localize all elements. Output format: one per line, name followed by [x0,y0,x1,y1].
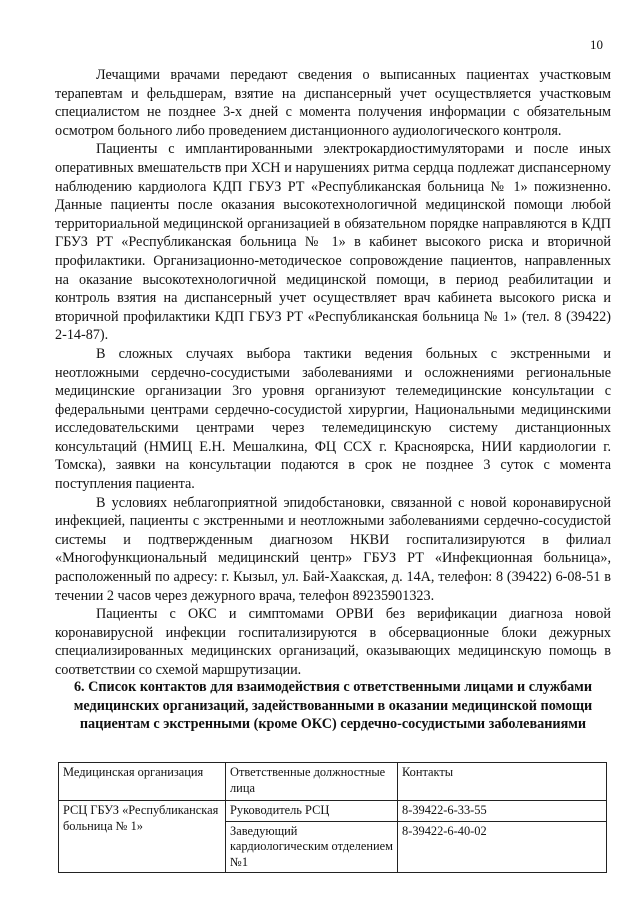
section-heading: 6. Список контактов для взаимодействия с ответственными лицами и службами медицинских организаций, задействованными в оказании медицинской помощи пациентам с экстренными (кроме ОКС) сердечно-сосудистыми заболеваниями [73,679,593,733]
contacts-table [58,762,607,873]
page-number: 10 [590,37,603,52]
body-text [55,66,611,680]
table-row [59,801,607,822]
paragraph-pacemaker-patients: Пациенты с имплантированными электрокардиостимуляторами и после иных оперативных вмешательств при ХСН и нарушениях ритма сердца подлежат диспансерному наблюдению кардиолога КДП ГБУЗ РТ «Республиканская больница № 1» пожизненно. Данные пациенты после оказания высокотехнологичной медицинской помощи любой территориальной медицинской организацией в обязательном порядке направляются в КДП ГБУЗ РТ «Республиканская больница № 1» в кабинет высокого риска и вторичной профилактики. Организационно-методическое сопровождение пациентов, направленных на оказание высокотехнологичной медицинской помощи, в период реабилитации и контроль взятия на диспансерный учет осуществляет врач кабинета высокого риска и вторичной профилактики КДП ГБУЗ РТ «Республиканская больница № 1» (тел. 8 (39422) 2-14-87). [55,141,611,344]
cell-organization: РСЦ ГБУЗ «Республиканская больница № 1» [59,801,226,873]
paragraph-discharge-info: Лечащими врачами передают сведения о выписанных пациентах участковым терапевтам и фельдшерам, взятие на диспансерный учет осуществляется участковым специалистом не позднее 3-х дней с момента получения информации с обязательным осмотром больного либо проведением дистанционного аудиологического контроля. [55,67,611,139]
paragraph-telemedicine: В сложных случаях выбора тактики ведения больных с экстренными и неотложными сердечно-сосудистыми заболеваниями и осложнениями региональные медицинские организации 3го уровня организуют телемедицинские консультации с федеральными центрами сердечно-сосудистой хирургии, Национальными медицинскими исследовательскими центрами через телемедицинскую систему дистанционных консультаций (НМИЦ Е.Н. Мешалкина, ФЦ ССХ г. Красноярска, НИИ кардиологии г. Томска), заявки на консультации подаются в срок не позднее 3 суток с момента поступления пациента. [55,345,611,493]
cell-contact: 8-39422-6-33-55 [398,801,607,822]
header-organization: Медицинская организация [59,763,226,801]
cell-position: Руководитель РСЦ [226,801,398,822]
cell-contact: 8-39422-6-40-02 [398,821,607,873]
paragraph-covid-hospitalization: В условиях неблагоприятной эпидобстановки, связанной с новой коронавирусной инфекцией, пациенты с экстренными и неотложными заболеваниями сердечно-сосудистой системы и подтвержденным диагнозом НКВИ госпитализируются в филиал «Многофункциональный медицинский центр» ГБУЗ РТ «Инфекционная больница», расположенный по адресу: г. Кызыл, ул. Бай-Хаакская, д. 14А, телефон: 8 (39422) 6-08-51 в течении 2 часов через дежурного врача, телефон 89235901323. [55,494,611,604]
cell-position: Заведующий кардиологическим отделением №1 [226,821,398,873]
header-officials: Ответственные должностные лица [226,763,398,801]
table-header-row [59,763,607,801]
header-contacts: Контакты [398,763,607,801]
paragraph-oks-orvi: Пациенты с ОКС и симптомами ОРВИ без верификации диагноза новой коронавирусной инфекции госпитализируются в обсервационные блоки дежурных специализированных медицинских организаций, оказывающих медицинскую помощь в соответствии со схемой маршрутизации. [55,606,611,678]
